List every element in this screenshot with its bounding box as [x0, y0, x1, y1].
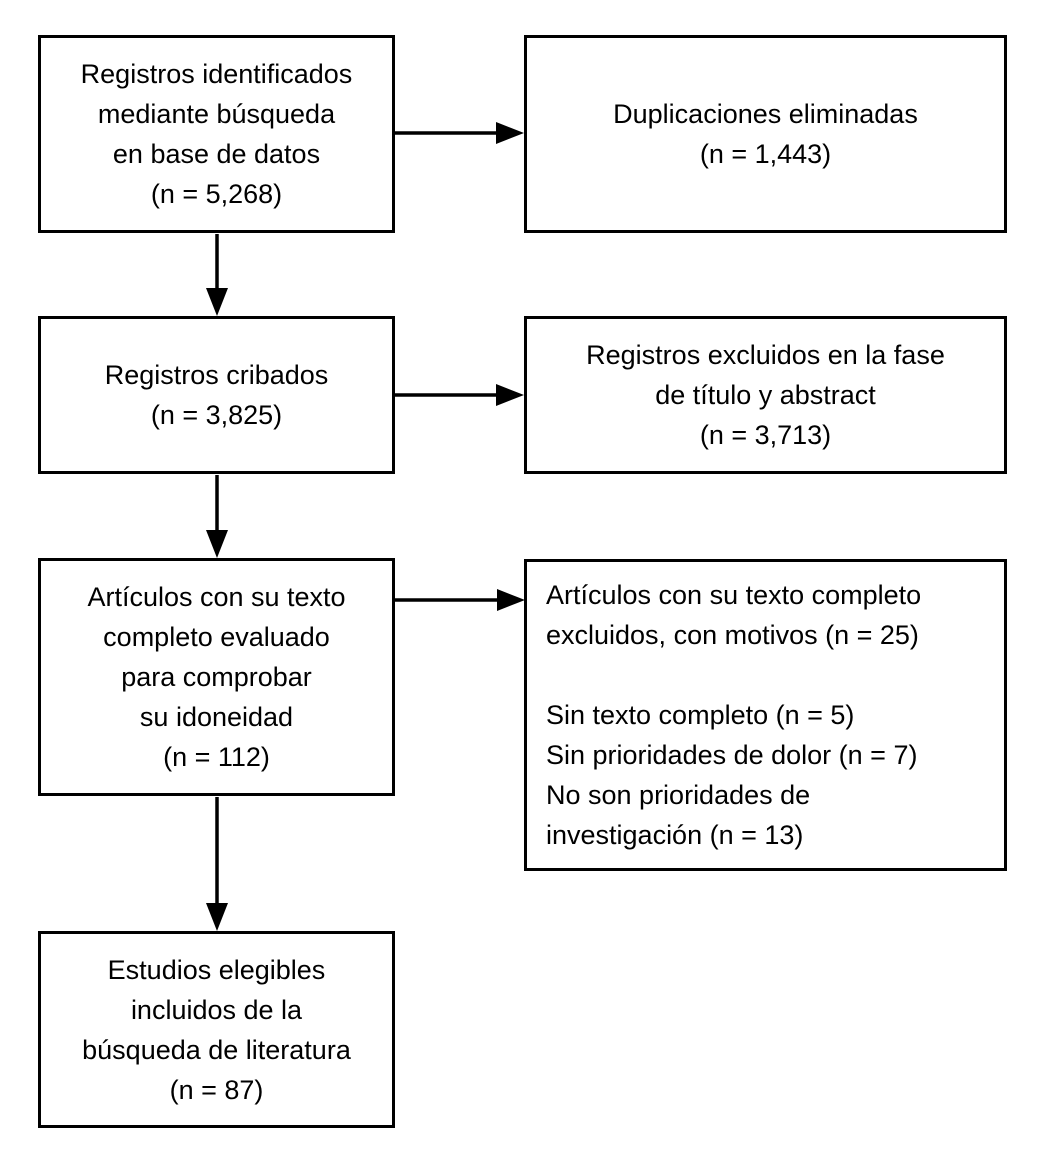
arrow-screened-to-excluded-icon — [395, 384, 524, 406]
box-records-excluded-title-abstract — [524, 316, 1007, 474]
text-line: incluidos de la — [130, 994, 303, 1025]
text-line: Sin prioridades de dolor (n = 7) — [546, 740, 918, 770]
text-line: en base de datos — [112, 139, 321, 169]
text-line: Artículos con su texto completo — [546, 580, 922, 610]
text-line: búsqueda de literatura — [82, 1034, 351, 1065]
text-line: completo evaluado — [103, 622, 330, 652]
text-line: Registros identificados — [80, 59, 353, 89]
text-line: Registros excluidos en la fase — [586, 340, 945, 370]
text-line: (n = 5,268) — [150, 179, 283, 209]
text-line: (n = 3,713) — [699, 420, 832, 450]
arrow-fulltext-to-included-icon — [206, 797, 228, 931]
text-line: Duplicaciones eliminadas — [613, 99, 918, 129]
text-line: su idoneidad — [139, 702, 294, 732]
box-studies-included — [38, 931, 395, 1128]
box-duplicates-removed — [524, 35, 1007, 233]
arrow-fulltext-to-excluded-icon — [395, 589, 525, 611]
text-line: (n = 87) — [169, 1074, 264, 1105]
arrow-screened-to-fulltext-icon — [206, 475, 228, 558]
text-line: mediante búsqueda — [97, 99, 336, 129]
text-line: investigación (n = 13) — [546, 820, 804, 850]
text-line: Estudios elegibles — [107, 954, 326, 985]
text-line: (n = 112) — [163, 742, 270, 772]
text-line: para comprobar — [121, 662, 312, 692]
arrow-identified-to-duplicates-icon — [395, 122, 524, 144]
box-records-identified — [38, 35, 395, 233]
text-line: excluidos, con motivos (n = 25) — [546, 620, 919, 650]
box-fulltext-assessed — [38, 558, 395, 796]
text-line: Artículos con su texto — [87, 582, 346, 612]
text-line: (n = 3,825) — [150, 400, 283, 430]
text-line: Sin texto completo (n = 5) — [546, 700, 855, 730]
text-line — [546, 655, 554, 695]
text-line: Registros cribados — [104, 360, 329, 390]
box-fulltext-excluded-reasons — [524, 559, 1007, 871]
box-records-screened — [38, 316, 395, 474]
text-line: (n = 1,443) — [699, 139, 832, 169]
text-line: de título y abstract — [655, 380, 876, 410]
arrow-identified-to-screened-icon — [206, 234, 228, 316]
text-line: No son prioridades de — [546, 780, 811, 810]
